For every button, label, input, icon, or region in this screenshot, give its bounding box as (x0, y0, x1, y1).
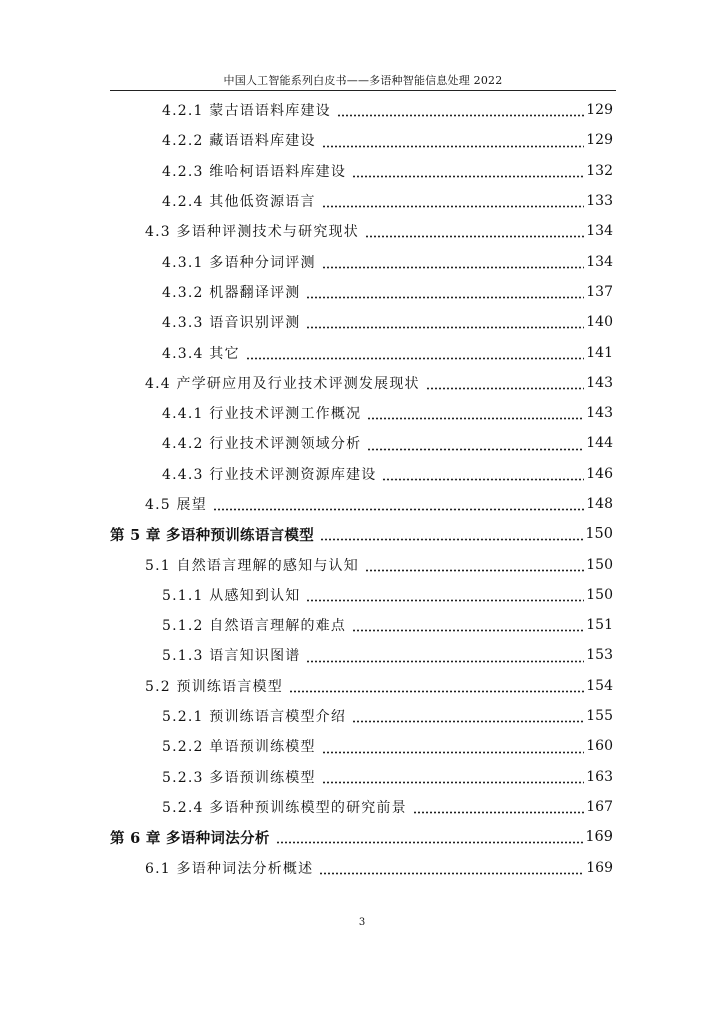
toc-entry[interactable] (0, 731, 724, 761)
toc-dot-leader (322, 781, 585, 784)
toc-entry-page: 154 (586, 677, 613, 694)
toc-entry[interactable] (0, 216, 724, 246)
toc-dot-leader (367, 417, 584, 420)
toc-entry-title: 5.2.3 多语预训练模型 (162, 769, 316, 786)
toc-entry-title: 5.2.2 单语预训练模型 (162, 739, 316, 756)
toc-entry[interactable] (0, 368, 724, 398)
toc-entry-title: 4.5 展望 (145, 497, 207, 513)
toc-entry-page: 133 (586, 193, 613, 210)
running-header: 中国人工智能系列白皮书——多语种智能信息处理 2022 (223, 74, 503, 87)
toc-entry-title: 第 6 章 多语种词法分析 (110, 829, 270, 847)
toc-entry-page: 134 (586, 223, 613, 240)
toc-entry-title: 4.2.4 其他低资源语言 (162, 194, 316, 211)
toc-dot-leader (365, 569, 584, 572)
toc-dot-leader (352, 629, 584, 632)
table-of-contents (0, 95, 724, 883)
toc-dot-leader (289, 690, 584, 693)
toc-entry-title: 4.3.3 语音识别评测 (162, 315, 301, 332)
toc-entry-title: 4.2.1 蒙古语语料库建设 (162, 103, 331, 120)
toc-entry[interactable] (0, 156, 724, 186)
toc-entry-title: 5.1.1 从感知到认知 (162, 587, 301, 604)
toc-entry[interactable] (0, 277, 724, 307)
toc-dot-leader (337, 114, 584, 117)
toc-entry-page: 150 (585, 526, 613, 543)
toc-entry-page: 155 (586, 708, 613, 725)
toc-dot-leader (322, 751, 585, 754)
toc-entry[interactable] (0, 307, 724, 337)
toc-dot-leader (306, 660, 584, 663)
toc-entry-page: 134 (586, 253, 613, 270)
toc-entry-page: 150 (586, 556, 613, 573)
toc-entry-page: 143 (586, 374, 613, 391)
toc-dot-leader (426, 387, 585, 390)
toc-entry-title: 5.1 自然语言理解的感知与认知 (145, 557, 359, 574)
toc-dot-leader (382, 478, 584, 481)
toc-entry-page: 144 (586, 435, 613, 452)
toc-entry-page: 129 (586, 102, 613, 119)
toc-entry-page: 151 (586, 617, 613, 634)
toc-dot-leader (322, 266, 585, 269)
toc-entry-title: 4.2.3 维哈柯语语料库建设 (162, 163, 347, 180)
toc-dot-leader (352, 720, 584, 723)
toc-entry[interactable] (0, 95, 724, 125)
toc-entry[interactable] (0, 428, 724, 458)
toc-entry-title: 5.2.1 预训练语言模型介绍 (162, 709, 347, 726)
toc-entry[interactable] (0, 337, 724, 367)
toc-dot-leader (322, 205, 585, 208)
toc-entry-page: 129 (586, 132, 613, 149)
toc-dot-leader (413, 811, 584, 814)
toc-entry[interactable] (0, 701, 724, 731)
toc-entry[interactable] (0, 640, 724, 670)
toc-dot-leader (320, 538, 583, 541)
page-number: 3 (358, 917, 366, 928)
toc-dot-leader (306, 326, 584, 329)
toc-entry[interactable] (0, 186, 724, 216)
toc-entry-page: 137 (586, 283, 613, 300)
toc-entry-title: 4.4.1 行业技术评测工作概况 (162, 406, 362, 423)
toc-entry-page: 148 (586, 496, 613, 512)
header-rule (110, 90, 616, 91)
toc-entry[interactable] (0, 822, 724, 852)
toc-entry[interactable] (0, 852, 724, 882)
toc-entry-title: 4.4.3 行业技术评测资源库建设 (162, 466, 377, 483)
toc-entry-title: 6.1 多语种词法分析概述 (145, 860, 314, 877)
toc-entry-title: 4.3 多语种评测技术与研究现状 (145, 224, 359, 241)
toc-entry[interactable] (0, 762, 724, 792)
toc-entry[interactable] (0, 792, 724, 822)
toc-dot-leader (306, 296, 584, 299)
toc-dot-leader (213, 508, 584, 511)
toc-dot-leader (246, 357, 585, 360)
toc-entry[interactable] (0, 610, 724, 640)
toc-dot-leader (352, 175, 584, 178)
toc-entry-title: 5.2 预训练语言模型 (145, 678, 283, 695)
toc-entry-page: 163 (586, 768, 613, 785)
toc-entry[interactable] (0, 580, 724, 610)
toc-entry[interactable] (0, 519, 724, 549)
toc-entry-title: 4.3.1 多语种分词评测 (162, 254, 316, 271)
toc-dot-leader (365, 235, 584, 238)
toc-entry-title: 5.2.4 多语种预训练模型的研究前景 (162, 799, 407, 816)
toc-dot-leader (276, 841, 584, 844)
toc-entry-title: 4.3.4 其它 (162, 345, 240, 362)
toc-entry[interactable] (0, 125, 724, 155)
toc-entry-page: 132 (586, 162, 613, 179)
toc-dot-leader (319, 872, 584, 875)
toc-entry-title: 5.1.3 语言知识图谱 (162, 648, 301, 665)
toc-entry-page: 169 (586, 859, 613, 876)
toc-entry-page: 140 (586, 314, 613, 331)
toc-entry[interactable] (0, 671, 724, 701)
toc-entry-title: 4.4 产学研应用及行业技术评测发展现状 (145, 375, 420, 392)
toc-entry[interactable] (0, 459, 724, 489)
toc-entry-title: 4.4.2 行业技术评测领域分析 (162, 436, 362, 453)
toc-entry[interactable] (0, 398, 724, 428)
toc-entry-page: 146 (586, 465, 613, 482)
toc-entry-page: 143 (586, 405, 613, 422)
toc-dot-leader (322, 145, 585, 148)
toc-entry-page: 150 (586, 586, 613, 603)
toc-entry[interactable] (0, 549, 724, 579)
toc-entry[interactable] (0, 246, 724, 276)
toc-entry-title: 4.3.2 机器翻译评测 (162, 284, 301, 301)
toc-entry-title: 第 5 章 多语种预训练语言模型 (110, 526, 315, 544)
toc-entry-page: 153 (586, 647, 613, 664)
toc-entry-page: 169 (585, 829, 613, 846)
toc-entry-page: 160 (586, 738, 613, 755)
toc-entry-page: 141 (586, 344, 613, 361)
toc-dot-leader (367, 448, 584, 451)
toc-dot-leader (306, 599, 584, 602)
toc-entry-title: 4.2.2 藏语语料库建设 (162, 133, 316, 150)
toc-entry-title: 5.1.2 自然语言理解的难点 (162, 618, 347, 635)
toc-entry[interactable] (0, 489, 724, 519)
toc-entry-page: 167 (586, 798, 613, 815)
